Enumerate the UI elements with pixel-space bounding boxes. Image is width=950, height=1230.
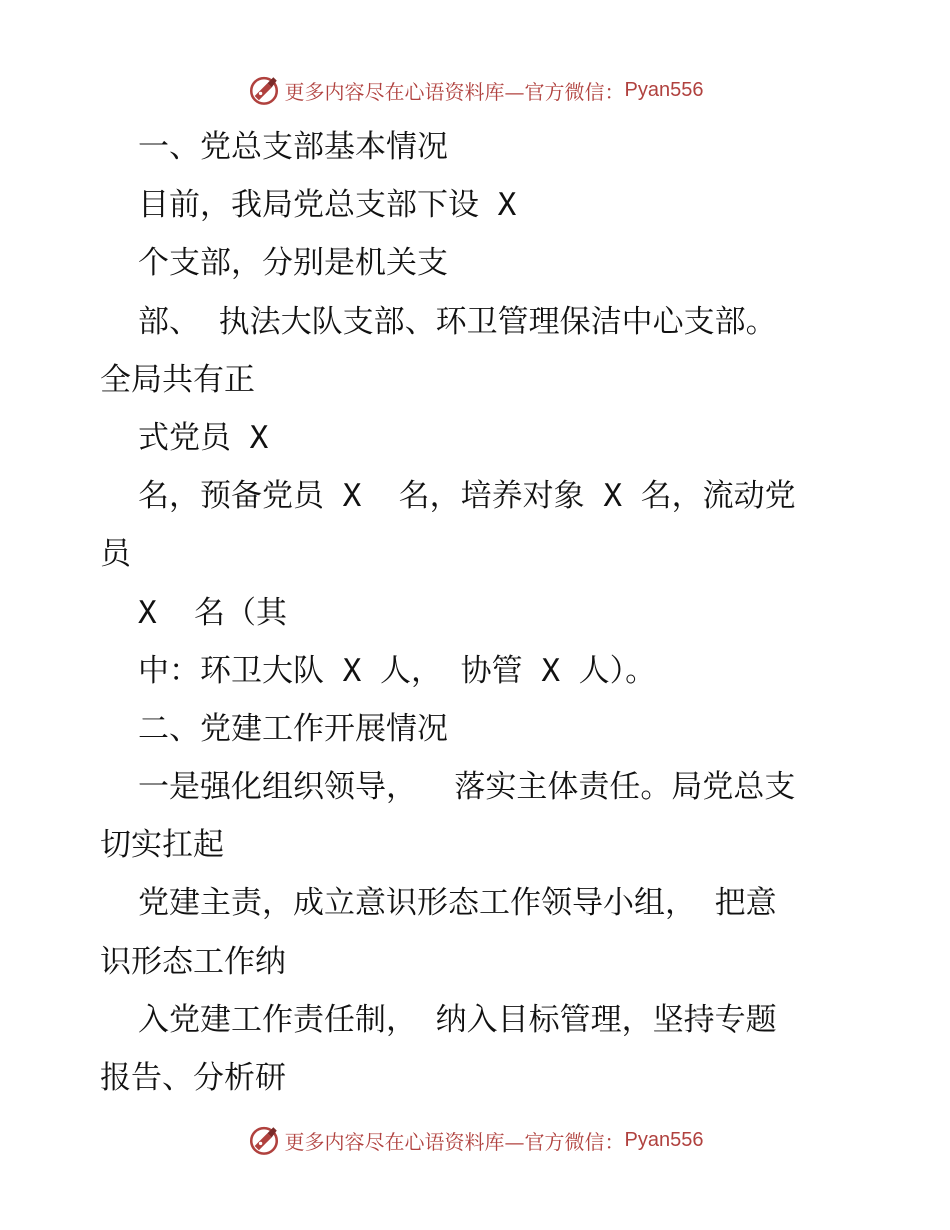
text-line: 一是强化组织领导， 落实主体责任。局党总支 <box>138 769 796 806</box>
text-line: 党建主责，成立意识形态工作领导小组， 把意 <box>138 885 777 922</box>
text-line: 员 <box>100 536 131 573</box>
text-line: 全局共有正 <box>100 361 255 398</box>
pen-logo-icon <box>247 73 281 107</box>
text-line: X 名（其 <box>138 594 287 631</box>
wechat-handle: Pyan556 <box>624 78 704 101</box>
text-line: 个支部，分别是机关支 <box>138 245 448 282</box>
pen-logo-icon <box>247 1123 281 1157</box>
text-line: 式党员 X <box>138 419 269 456</box>
section-heading: 一、党总支部基本情况 <box>138 129 448 165</box>
text-line: 名，预备党员 X 名，培养对象 X 名，流动党 <box>138 478 796 515</box>
text-line: 目前，我局党总支部下设 X <box>138 187 517 224</box>
text-line: 报告、分析研 <box>100 1060 286 1096</box>
text-line: 识形态工作纳 <box>100 943 286 980</box>
banner-text: 更多内容尽在心语资料库—官方微信： <box>284 79 625 104</box>
text-line: 切实扛起 <box>100 827 224 864</box>
text-line: 中：环卫大队 X 人， 协管 X 人）。 <box>138 652 657 689</box>
document-body <box>100 118 870 1107</box>
banner-text: 更多内容尽在心语资料库—官方微信： <box>284 1129 625 1154</box>
section-heading: 二、党建工作开展情况 <box>138 710 448 747</box>
footer-banner <box>0 1120 950 1160</box>
text-line: 入党建工作责任制， 纳入目标管理，坚持专题 <box>138 1001 777 1038</box>
text-line: 部、 执法大队支部、环卫管理保洁中心支部。 <box>138 303 777 340</box>
wechat-handle: Pyan556 <box>624 1128 704 1151</box>
header-banner <box>0 70 950 110</box>
